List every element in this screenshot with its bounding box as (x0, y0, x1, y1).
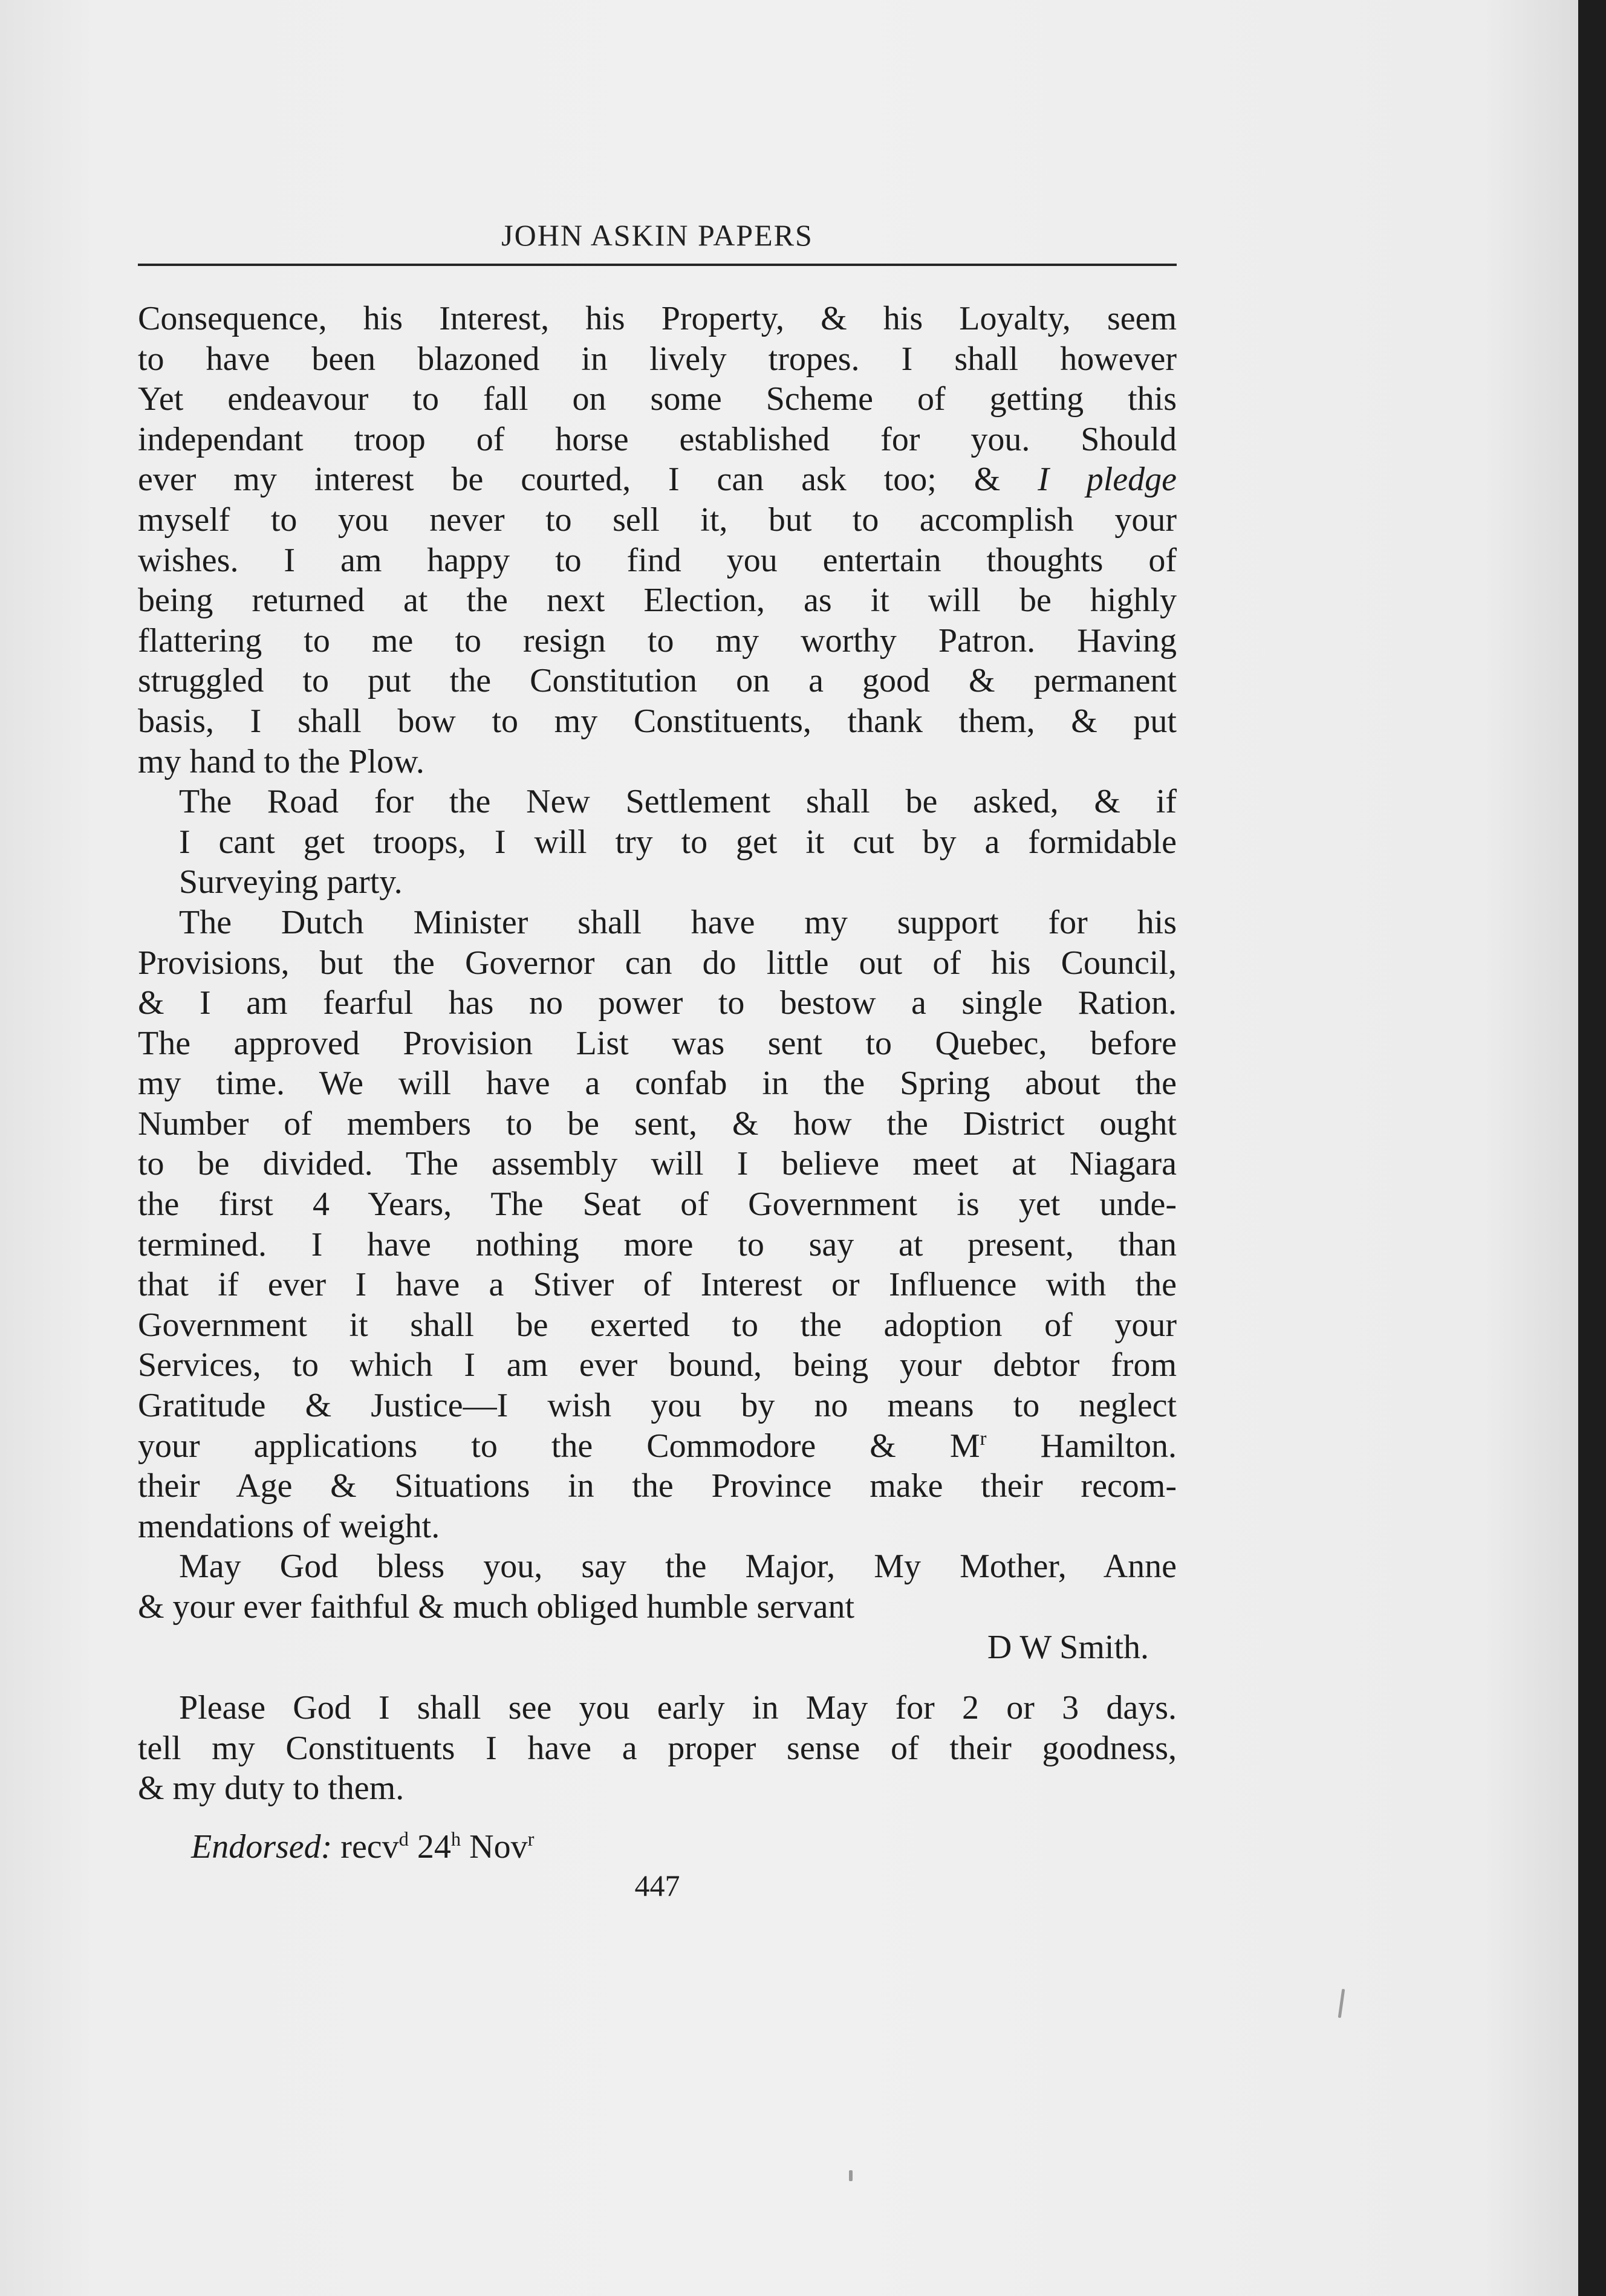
text-line: & your ever faithful & much obliged humble servant (138, 1588, 855, 1626)
text-line: my time. We will have a confab in the Spring about the (138, 1065, 1177, 1103)
text-line-part: Hamilton. (986, 1427, 1177, 1465)
text-line: the first 4 Years, The Seat of Government is yet unde- (138, 1185, 1177, 1224)
text-line: & I am fearful has no power to bestow a single Ration. (138, 984, 1177, 1022)
text-line: my hand to the Plow. (138, 742, 424, 780)
superscript: h (450, 1828, 461, 1850)
endorsement-text: recv (332, 1827, 399, 1866)
text-line: & my duty to them. (138, 1769, 405, 1808)
text-line: to have been blazoned in lively tropes. I shall however (138, 340, 1177, 378)
paragraph-4 (138, 1546, 1177, 1667)
text-line: Provisions, but the Governor can do little out of his Council, (138, 944, 1177, 982)
text-line: flattering to me to resign to my worthy Patron. Having (138, 621, 1177, 660)
text-line: The approved Provision List was sent to Quebec, before (138, 1024, 1177, 1062)
header-rule (138, 264, 1177, 266)
text-line: that if ever I have a Stiver of Interest or Influence with the (138, 1266, 1177, 1304)
superscript: r (980, 1427, 987, 1450)
text-line: to be divided. The assembly will I believe meet at Niagara (138, 1145, 1177, 1183)
scan-border (1578, 0, 1606, 2296)
text-line: I cant get troops, I will try to get it cut by a formidable (179, 823, 1177, 861)
paragraph-1 (138, 299, 1177, 782)
endorsement-text: 24 (408, 1827, 451, 1866)
paragraph-2 (138, 782, 1177, 903)
text-line: Government it shall be exerted to the adoption of your (138, 1306, 1177, 1344)
text-line: Yet endeavour to fall on some Scheme of getting this (138, 380, 1177, 418)
text-line: Gratitude & Justice—I wish you by no means to neglect (138, 1387, 1177, 1425)
text-line (138, 1426, 1177, 1467)
endorsement-text: Nov (461, 1827, 528, 1866)
text-line: tell my Constituents I have a proper sense of their goodness, (138, 1729, 1177, 1767)
superscript: r (527, 1828, 535, 1850)
superscript: d (398, 1828, 409, 1850)
text-line: Number of members to be sent, & how the District ought (138, 1104, 1177, 1143)
text-line: Consequence, his Interest, his Property, & his Loyalty, seem (138, 300, 1177, 337)
text-line: Services, to which I am ever bound, being your debtor from (138, 1346, 1177, 1384)
endorsement (138, 1827, 1177, 1867)
text-line: wishes. I am happy to find you entertain thoughts of (138, 541, 1177, 579)
text-line: myself to you never to sell it, but to accomplish your (138, 501, 1177, 539)
text-line: The Road for the New Settlement shall be asked, & if (179, 783, 1177, 821)
text-line: Please God I shall see you early in May for 2 or 3 days. (179, 1689, 1177, 1727)
postscript (138, 1688, 1177, 1809)
text-line: basis, I shall bow to my Constituents, thank them, & put (138, 702, 1177, 740)
text-line: independant troop of horse established for you. Should (138, 420, 1177, 458)
text-line: Surveying party. (179, 863, 403, 901)
letter-text (138, 299, 1177, 1867)
running-head: JOHN ASKIN PAPERS (501, 218, 813, 252)
text-line: May God bless you, say the Major, My Mother, Anne (179, 1548, 1177, 1586)
text-line: struggled to put the Constitution on a good & permanent (138, 662, 1177, 700)
text-line (138, 459, 1177, 500)
text-line: termined. I have nothing more to say at present, than (138, 1225, 1177, 1263)
text-line: mendations of weight. (138, 1507, 440, 1545)
text-line: being returned at the next Election, as it will be highly (138, 582, 1177, 620)
page-number: 447 (634, 1869, 680, 1902)
endorsement-label: Endorsed: (191, 1827, 333, 1866)
text-line: The Dutch Minister shall have my support for his (179, 903, 1177, 941)
text-line-part: ever my interest be courted, I can ask too; & (138, 461, 1001, 499)
signature: D W Smith. (987, 1628, 1149, 1666)
text-line: their Age & Situations in the Province make their recom- (138, 1467, 1177, 1505)
paper-speck (849, 2170, 853, 2181)
text-line-part: your applications to the Commodore & M (138, 1427, 980, 1465)
italic-phrase: I pledge (1038, 461, 1177, 499)
paragraph-3 (138, 903, 1177, 1547)
paper-speck (1338, 1989, 1345, 2018)
